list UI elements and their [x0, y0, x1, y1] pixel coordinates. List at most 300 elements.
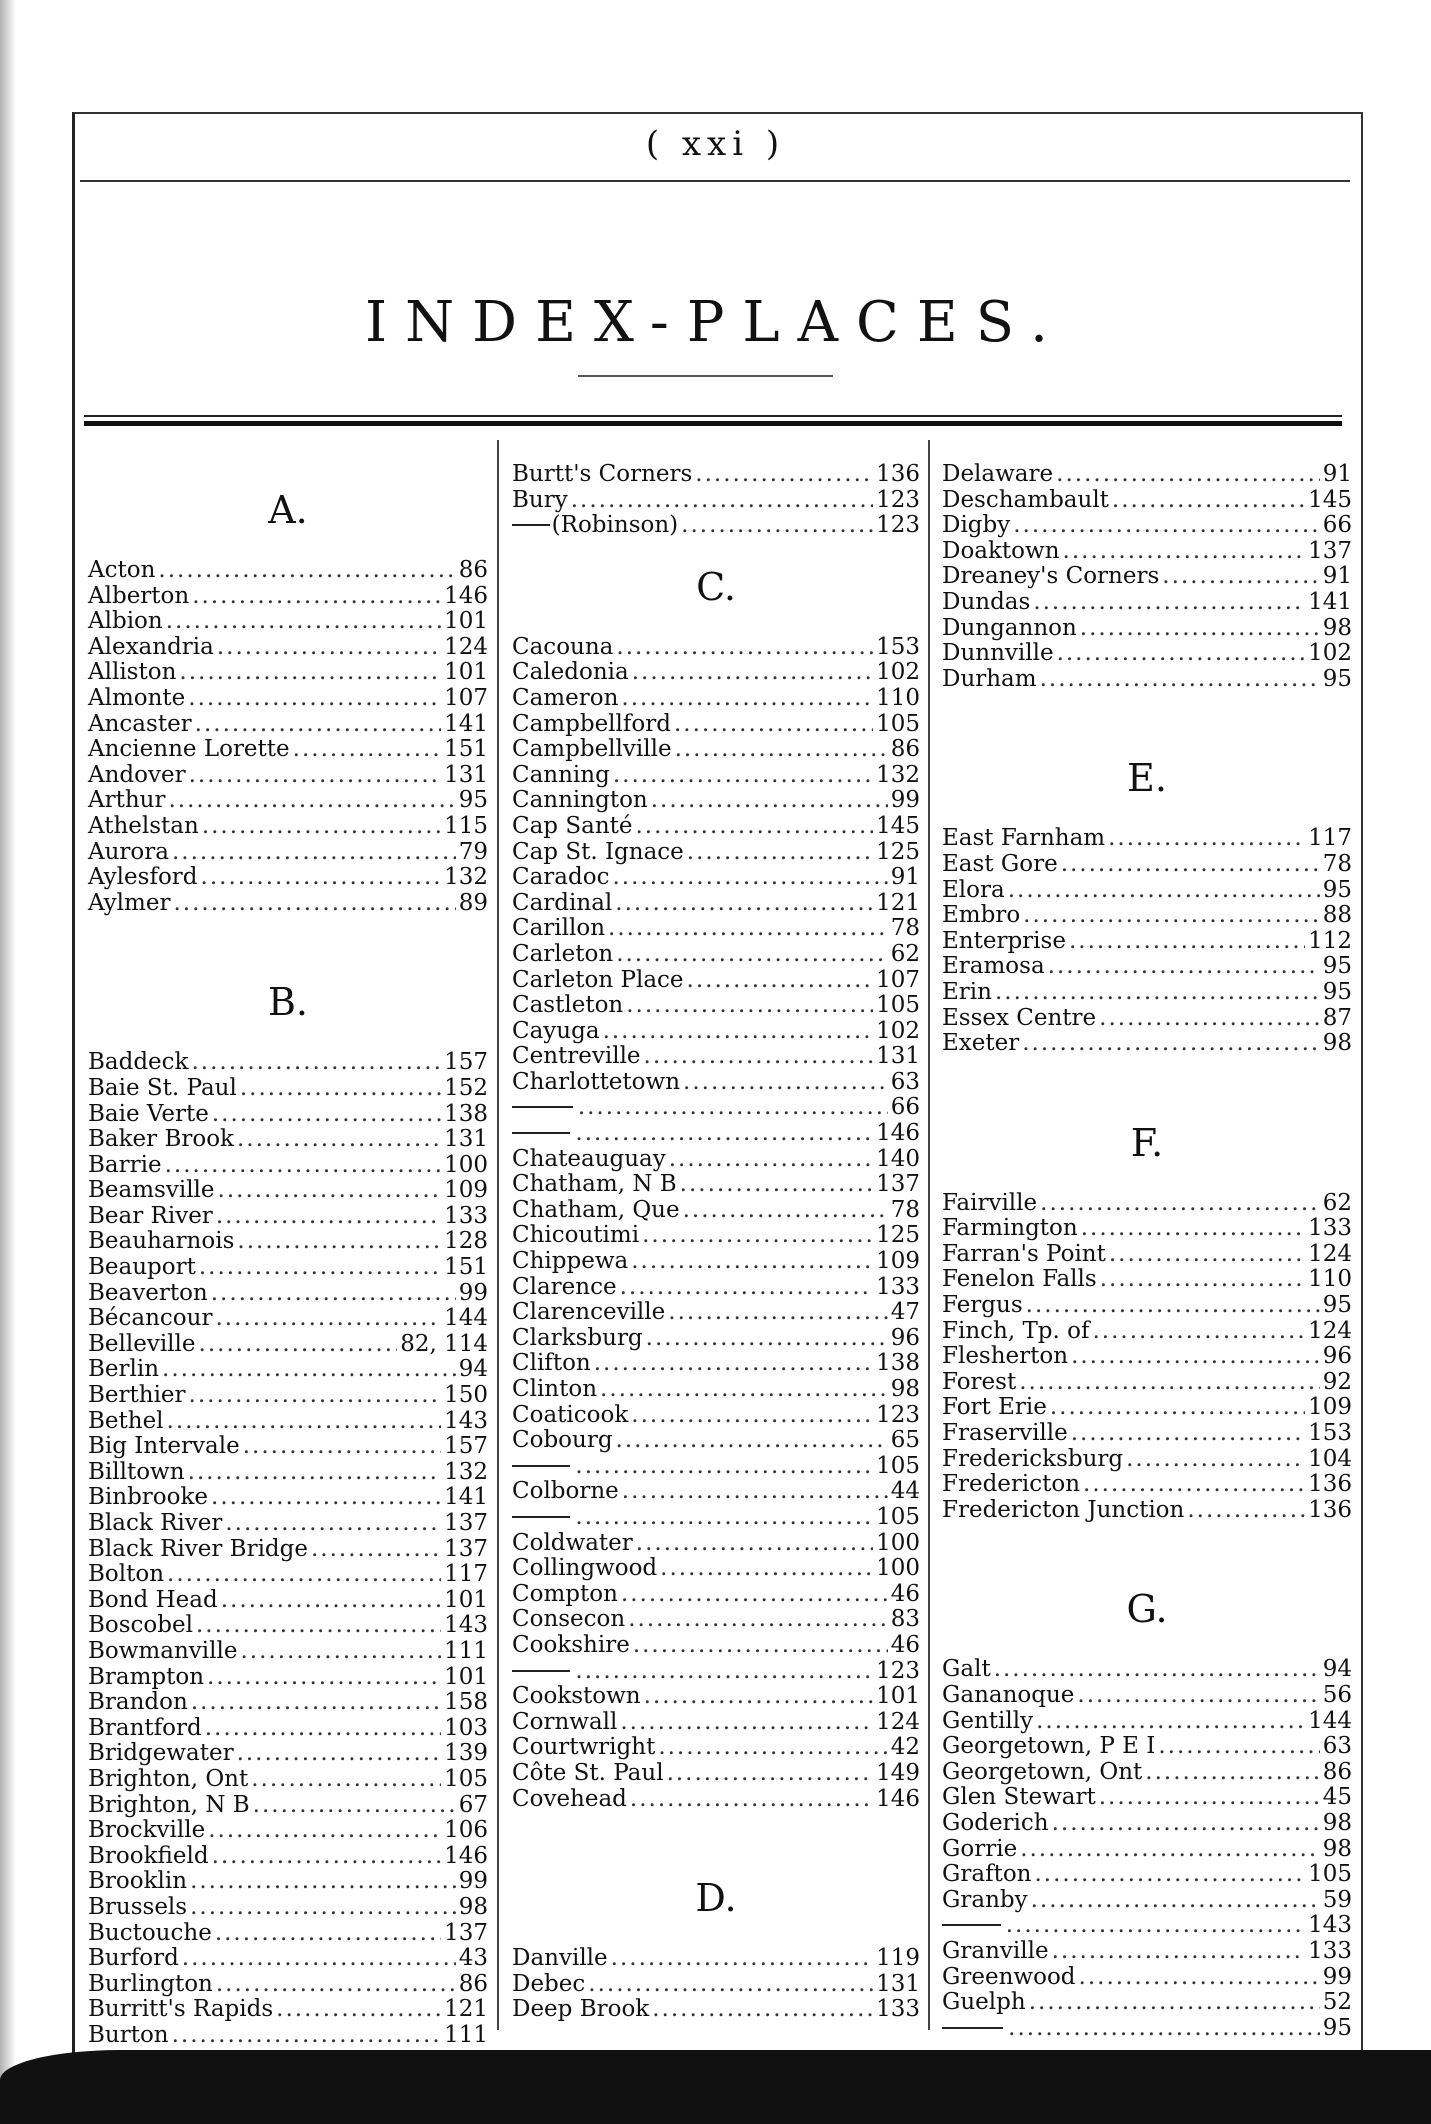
leader-dots [1050, 1395, 1305, 1421]
place-name: Burton [88, 2021, 169, 2048]
page-reference: 139 [444, 1740, 488, 1767]
leader-dots [218, 1178, 442, 1204]
index-entry [942, 1837, 1352, 1863]
index-entry [88, 1741, 488, 1767]
index-entry [88, 1434, 488, 1460]
leader-dots [205, 1716, 441, 1742]
index-entry [942, 1242, 1352, 1268]
index-entry [512, 1095, 920, 1121]
page-reference: 144 [444, 1305, 488, 1332]
page-reference: 136 [1308, 1496, 1352, 1523]
index-entry [88, 1895, 488, 1921]
leader-dots [179, 660, 441, 686]
leader-dots [192, 584, 441, 610]
page-reference: 143 [444, 1612, 488, 1639]
index-entry [512, 763, 920, 789]
leader-dots [1036, 1709, 1305, 1735]
page-reference: 132 [444, 864, 488, 891]
page-reference: 133 [876, 1273, 920, 1300]
place-name: Caledonia [512, 659, 629, 686]
leader-dots [1063, 539, 1306, 565]
place-name: Brighton, N B [88, 1791, 250, 1818]
page-reference: 150 [444, 1382, 488, 1409]
index-entry [88, 1306, 488, 1332]
page-reference: 137 [876, 1171, 920, 1198]
place-name: Granby [942, 1886, 1028, 1913]
place-name: Cardinal [512, 889, 613, 916]
index-entry [942, 1811, 1352, 1837]
index-entry [942, 1888, 1352, 1914]
page-reference: 95 [1322, 953, 1352, 980]
index-entry [512, 1997, 920, 2023]
leader-dots [675, 737, 888, 763]
place-name: Andover [88, 761, 186, 788]
place-name: Arthur [88, 787, 166, 814]
page-reference: 100 [876, 1529, 920, 1556]
page-reference: 138 [876, 1350, 920, 1377]
index-entry [512, 1044, 920, 1070]
page-reference: 123 [876, 486, 920, 513]
index-entry [512, 865, 920, 891]
index-entry [942, 929, 1352, 955]
place-name: Clifton [512, 1350, 591, 1377]
place-name: Berlin [88, 1356, 160, 1383]
page-reference: 128 [444, 1228, 488, 1255]
page-reference: 115 [444, 812, 488, 839]
leader-dots [1033, 590, 1305, 616]
index-entry [512, 635, 920, 661]
index-entry [512, 1607, 920, 1633]
page-reference: 98 [458, 1893, 488, 1920]
index-entry [512, 1710, 920, 1736]
index-entry [88, 865, 488, 891]
index-entry [88, 2023, 488, 2049]
leader-dots [212, 1102, 441, 1128]
page-reference: 124 [444, 633, 488, 660]
page-reference: 100 [444, 1151, 488, 1178]
leader-dots [632, 660, 873, 686]
page-reference: 105 [876, 992, 920, 1019]
leader-dots [1026, 1293, 1320, 1319]
place-name: Aylmer [88, 889, 171, 916]
index-entry [88, 1357, 488, 1383]
leader-dots [626, 993, 873, 1019]
place-name: Durham [942, 665, 1037, 692]
leader-dots [621, 686, 873, 712]
leader-dots [202, 814, 441, 840]
page-reference: 91 [890, 864, 920, 891]
leader-dots [189, 1383, 442, 1409]
section-letter-heading: E. [1127, 756, 1167, 801]
place-name: Alliston [88, 659, 177, 686]
place-name: Exeter [942, 1030, 1020, 1057]
page-reference: 137 [1308, 537, 1352, 564]
page-reference: 141 [1308, 588, 1352, 615]
leader-dots [635, 814, 873, 840]
index-entry [942, 616, 1352, 642]
page-reference: 151 [444, 736, 488, 763]
place-name: Big Intervale [88, 1433, 240, 1460]
place-name: Clarenceville [512, 1299, 666, 1326]
index-entry [512, 942, 920, 968]
page-reference: 137 [444, 1535, 488, 1562]
page-reference: 143 [444, 1407, 488, 1434]
page-reference: 100 [876, 1555, 920, 1582]
index-entry [88, 686, 488, 712]
place-name: Fort Erie [942, 1394, 1047, 1421]
index-entry [942, 826, 1352, 852]
place-name: Doaktown [942, 537, 1060, 564]
page-reference: 141 [444, 1484, 488, 1511]
page-reference: 151 [444, 1254, 488, 1281]
index-entry [512, 1735, 920, 1761]
leader-dots [1061, 852, 1320, 878]
page-reference: 107 [444, 684, 488, 711]
index-entry [942, 1031, 1352, 1057]
leader-dots [631, 1403, 873, 1429]
place-name: Cobourg [512, 1427, 613, 1454]
place-name: Cap Santé [512, 812, 633, 839]
index-entry [88, 1639, 488, 1665]
place-name: Guelph [942, 1989, 1026, 2016]
place-name: Bécancour [88, 1305, 213, 1332]
leader-dots [622, 1479, 888, 1505]
index-entry [942, 667, 1352, 693]
index-entry [942, 488, 1352, 514]
double-rule [84, 415, 1342, 426]
place-name: Burritt's Rapids [88, 1996, 274, 2023]
index-entry [512, 1070, 920, 1096]
leader-dots [168, 788, 455, 814]
leader-dots [195, 712, 441, 738]
page-reference: 78 [890, 1196, 920, 1223]
page-reference: 119 [876, 1945, 920, 1972]
place-name: Brooklin [88, 1868, 188, 1895]
page-reference: 132 [876, 761, 920, 788]
index-entry [512, 1019, 920, 1045]
leader-dots [1040, 1191, 1320, 1217]
leader-dots [199, 1255, 441, 1281]
index-entry [512, 1275, 920, 1301]
leader-dots [636, 1531, 873, 1557]
leader-dots [687, 968, 874, 994]
page-reference: 79 [458, 838, 488, 865]
page-reference: 145 [1308, 486, 1352, 513]
page-reference: 102 [876, 659, 920, 686]
index-entry [512, 488, 920, 514]
place-name: Burford [88, 1945, 179, 1972]
place-name: Georgetown, Ont [942, 1758, 1143, 1785]
section-spacer [942, 1057, 1352, 1095]
leader-dots [212, 1844, 442, 1870]
place-name: Bond Head [88, 1586, 218, 1613]
place-name: Almonte [88, 684, 186, 711]
header-rule [80, 180, 1350, 182]
index-entry [942, 1421, 1352, 1447]
place-name: Brookfield [88, 1842, 209, 1869]
place-name: Brampton [88, 1663, 205, 1690]
index-entry [942, 1683, 1352, 1709]
leader-dots [172, 840, 456, 866]
place-name: Chicoutimi [512, 1222, 640, 1249]
leader-dots [575, 1121, 873, 1147]
place-name: Colborne [512, 1478, 619, 1505]
index-entry [88, 1281, 488, 1307]
index-entry [942, 1990, 1352, 2016]
ditto-dash [512, 1670, 570, 1672]
leader-dots [1083, 1472, 1305, 1498]
place-name: Coaticook [512, 1401, 629, 1428]
place-name: Bethel [88, 1407, 164, 1434]
page-reference: 157 [444, 1433, 488, 1460]
place-name: Greenwood [942, 1963, 1076, 1990]
leader-dots [668, 1300, 887, 1326]
place-name: Consecon [512, 1606, 626, 1633]
leader-dots [1029, 1990, 1320, 2016]
page-reference: 109 [1308, 1394, 1352, 1421]
page-reference: 110 [1308, 1266, 1352, 1293]
page-reference: 105 [876, 1503, 920, 1530]
leader-dots [667, 1761, 874, 1787]
page-reference: 52 [1322, 1989, 1352, 2016]
place-name: Beauharnois [88, 1228, 235, 1255]
leader-dots [240, 1639, 441, 1665]
index-entry [88, 1588, 488, 1614]
leader-dots [651, 788, 888, 814]
index-entry [88, 1921, 488, 1947]
leader-dots [1093, 1319, 1306, 1345]
index-entry [942, 1370, 1352, 1396]
page-reference: 66 [890, 1094, 920, 1121]
page-reference: 149 [876, 1759, 920, 1786]
index-entry [512, 462, 920, 488]
place-name: Deep Brook [512, 1996, 650, 2023]
page-reference: 131 [876, 1043, 920, 1070]
index-entry [512, 737, 920, 763]
page-reference: 117 [444, 1561, 488, 1588]
leader-dots [594, 1351, 873, 1377]
index-entry [942, 1862, 1352, 1888]
index-entry [942, 852, 1352, 878]
page-reference: 125 [876, 838, 920, 865]
leader-dots [167, 1562, 441, 1588]
index-entry [88, 1716, 488, 1742]
index-entry [88, 1383, 488, 1409]
page-reference: 101 [444, 1586, 488, 1613]
page-reference: 92 [1322, 1368, 1352, 1395]
page-reference: 131 [444, 761, 488, 788]
index-entry [942, 1267, 1352, 1293]
index-entry [88, 1050, 488, 1076]
place-name: Campbellford [512, 710, 671, 737]
leader-dots [575, 1505, 873, 1531]
leader-dots [616, 635, 873, 661]
leader-dots [1099, 1785, 1320, 1811]
leader-dots [192, 1050, 442, 1076]
page-reference: 45 [1322, 1784, 1352, 1811]
page-reference: 105 [876, 710, 920, 737]
leader-dots [588, 1972, 873, 1998]
page-reference: 136 [1308, 1471, 1352, 1498]
leader-dots [611, 1946, 873, 1972]
page-reference: 63 [890, 1068, 920, 1095]
leader-dots [158, 558, 455, 584]
leader-dots [608, 916, 888, 942]
place-name: Beamsville [88, 1177, 215, 1204]
page-reference: 46 [890, 1631, 920, 1658]
leader-dots [1187, 1498, 1305, 1524]
place-name: Charlottetown [512, 1068, 681, 1095]
leader-dots [620, 1275, 874, 1301]
index-entry [512, 1351, 920, 1377]
page-reference: 62 [890, 940, 920, 967]
page-reference: 98 [1322, 1835, 1352, 1862]
page-reference: 121 [876, 889, 920, 916]
index-entry [512, 1531, 920, 1557]
page-reference: 98 [890, 1376, 920, 1402]
place-name: Cannington [512, 787, 648, 814]
index-entry [88, 1204, 488, 1230]
page-reference: 43 [458, 1945, 488, 1972]
index-entry [88, 609, 488, 635]
place-name: Granville [942, 1937, 1049, 1964]
leader-dots [217, 635, 441, 661]
leader-dots [1100, 1267, 1305, 1293]
place-name: Fenelon Falls [942, 1266, 1097, 1293]
index-entry [512, 1121, 920, 1147]
page-reference: 141 [444, 710, 488, 737]
leader-dots [182, 1946, 456, 1972]
index-entry [512, 1582, 920, 1608]
index-entry [942, 513, 1352, 539]
page-reference: 137 [444, 1919, 488, 1946]
leader-dots [1109, 1242, 1305, 1268]
index-entry [88, 1972, 488, 1998]
index-entry [512, 1198, 920, 1224]
page-reference: 105 [876, 1452, 920, 1479]
leader-dots [571, 488, 873, 514]
leader-dots [162, 1357, 456, 1383]
index-entry [88, 763, 488, 789]
leader-dots [613, 763, 873, 789]
leader-dots [207, 1665, 441, 1691]
index-entry [942, 1760, 1352, 1786]
index-entry [942, 1709, 1352, 1735]
index-entry [88, 1665, 488, 1691]
place-name: Farmington [942, 1215, 1078, 1242]
place-name: Grafton [942, 1861, 1032, 1888]
place-name: Carleton [512, 940, 614, 967]
page-reference: 95 [1322, 2014, 1352, 2041]
page-reference: 101 [876, 1683, 920, 1710]
leader-dots [237, 1741, 442, 1767]
leader-dots [189, 763, 442, 789]
page-reference: 96 [1322, 1343, 1352, 1370]
leader-dots [173, 891, 455, 917]
leader-dots [1035, 1862, 1306, 1888]
page-reference: 101 [444, 659, 488, 686]
place-name: Gananoque [942, 1682, 1075, 1708]
leader-dots [681, 513, 873, 539]
page-reference: 107 [876, 966, 920, 993]
index-entry [88, 1613, 488, 1639]
page-reference: 86 [458, 557, 488, 583]
index-entry [942, 980, 1352, 1006]
leader-dots [215, 1921, 441, 1947]
place-name: Compton [512, 1580, 618, 1607]
page-reference: 42 [890, 1734, 920, 1761]
place-name: (Robinson) [551, 512, 679, 539]
section-letter-heading: A. [268, 488, 308, 532]
page-reference: 59 [1322, 1886, 1352, 1913]
page-reference: 109 [444, 1177, 488, 1204]
leader-dots [1126, 1447, 1305, 1473]
leader-dots [237, 1229, 441, 1255]
page-reference: 133 [1308, 1937, 1352, 1964]
place-name: Fergus [942, 1292, 1023, 1319]
page-reference: 157 [444, 1049, 488, 1076]
place-name: Chatham, N B [512, 1171, 677, 1198]
page-reference: 98 [1322, 1809, 1352, 1836]
leader-dots [600, 1377, 888, 1403]
leader-dots [1108, 826, 1305, 852]
leader-dots [215, 1306, 441, 1332]
page-reference: 95 [1322, 978, 1352, 1005]
leader-dots [1056, 462, 1320, 488]
index-entry [512, 686, 920, 712]
place-name: Debec [512, 1970, 586, 1997]
index-entry [88, 1562, 488, 1588]
place-name: Covehead [512, 1785, 627, 1812]
page-reference: 143 [1308, 1912, 1352, 1939]
leader-dots [680, 1172, 873, 1198]
page-reference: 99 [890, 787, 920, 814]
index-entry [942, 878, 1352, 904]
index-entry [942, 1498, 1352, 1524]
page-reference: 117 [1308, 825, 1352, 852]
place-name: Centreville [512, 1043, 641, 1070]
page-reference: 109 [876, 1248, 920, 1275]
page-reference: 95 [1322, 876, 1352, 903]
index-entry [512, 712, 920, 738]
page-reference: 98 [1322, 1030, 1352, 1057]
index-entry [88, 1997, 488, 2023]
page-reference: 95 [1322, 1292, 1352, 1319]
leader-dots [1013, 513, 1319, 539]
index-entry [512, 1326, 920, 1352]
index-entry [512, 1787, 920, 1813]
ditto-dash [512, 1106, 573, 1108]
index-entry [942, 1657, 1352, 1683]
place-name: Boscobel [88, 1612, 193, 1639]
index-entry [942, 1913, 1352, 1939]
page-reference: 78 [1322, 850, 1352, 877]
place-name: Enterprise [942, 927, 1066, 954]
place-name: Caradoc [512, 864, 610, 891]
index-entry [88, 788, 488, 814]
leader-dots [575, 1454, 873, 1480]
leader-dots [995, 980, 1320, 1006]
page-reference: 105 [1308, 1861, 1352, 1888]
leader-dots [1048, 954, 1320, 980]
place-name: Coldwater [512, 1529, 633, 1556]
place-name: Baddeck [88, 1049, 189, 1076]
place-name: Alberton [88, 582, 190, 609]
leader-dots [1022, 1031, 1319, 1057]
leader-dots [240, 1076, 441, 1102]
place-name: Chippewa [512, 1248, 629, 1275]
place-name: Collingwood [512, 1555, 658, 1582]
